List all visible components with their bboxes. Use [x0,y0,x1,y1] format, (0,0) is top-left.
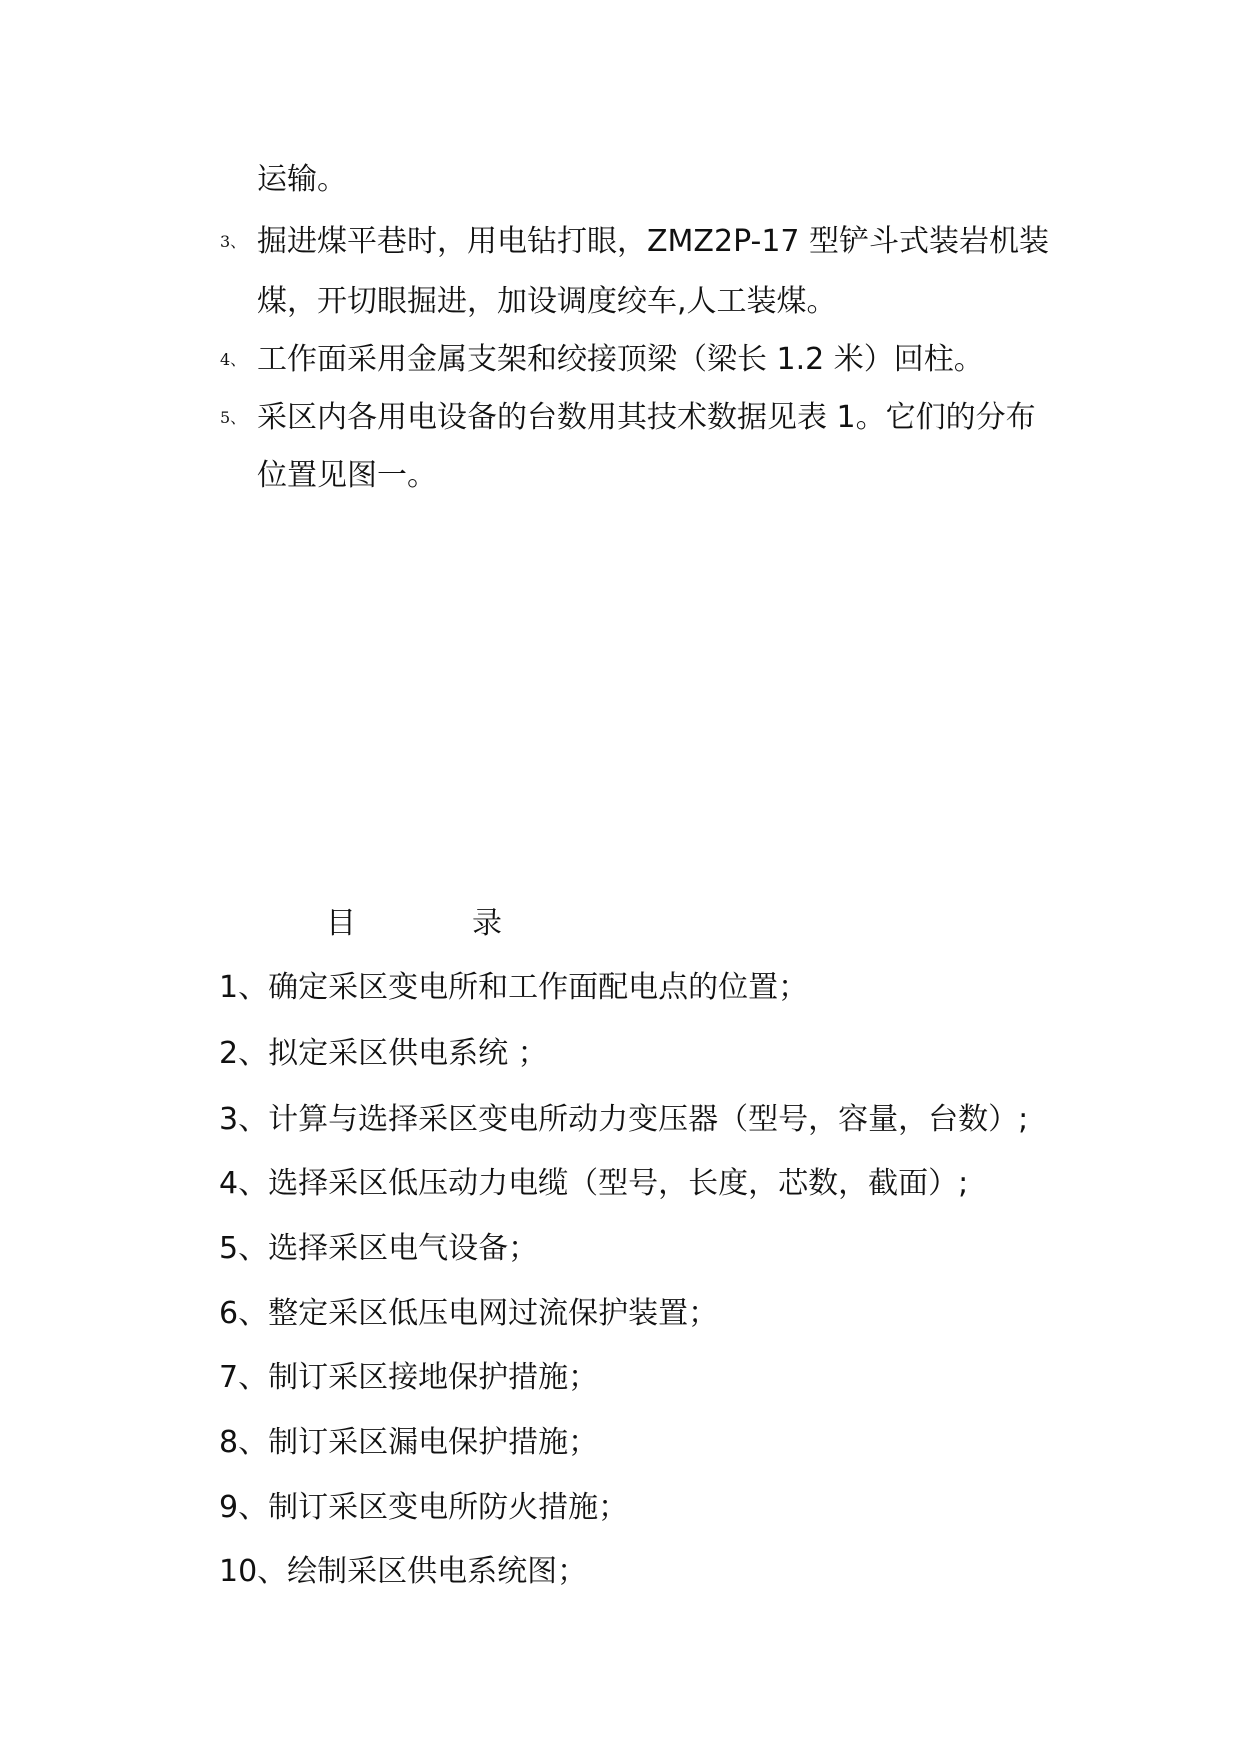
list-item-number: 4、 [220,350,247,369]
list-item-text-continuation: 位置见图一。 [257,458,437,493]
toc-entry: 7、制订采区接地保护措施； [219,1360,599,1395]
list-item-number: 5、 [220,408,247,427]
list-item-text-continuation: 煤，开切眼掘进，加设调度绞车,人工装煤。 [257,284,837,319]
toc-entry: 1、确定采区变电所和工作面配电点的位置； [219,970,809,1005]
toc-entry: 4、选择采区低压动力电缆（型号，长度，芯数，截面）; [219,1166,969,1201]
list-item-text: 掘进煤平巷时，用电钻打眼，ZMZ2P-17 型铲斗式装岩机装 [257,224,1050,259]
toc-entry: 2、拟定采区供电系统 ； [219,1036,548,1071]
toc-title-left: 目 [326,906,356,941]
list-item-text: 采区内各用电设备的台数用其技术数据见表 1。它们的分布 [257,400,1036,435]
toc-entry: 9、制订采区变电所防火措施； [219,1490,629,1525]
continuation-line: 运输。 [257,162,347,197]
toc-entry: 5、选择采区电气设备； [219,1231,539,1266]
toc-entry: 8、制订采区漏电保护措施； [219,1425,599,1460]
toc-entry: 3、计算与选择采区变电所动力变压器（型号，容量，台数）; [219,1102,1029,1137]
toc-title-right: 录 [472,906,502,941]
toc-entry: 6、整定采区低压电网过流保护装置； [219,1296,719,1331]
list-item-text: 工作面采用金属支架和绞接顶梁（梁长 1.2 米）回柱。 [257,342,984,377]
list-item-number: 3、 [220,232,247,251]
toc-entry: 10、绘制采区供电系统图； [219,1554,588,1589]
